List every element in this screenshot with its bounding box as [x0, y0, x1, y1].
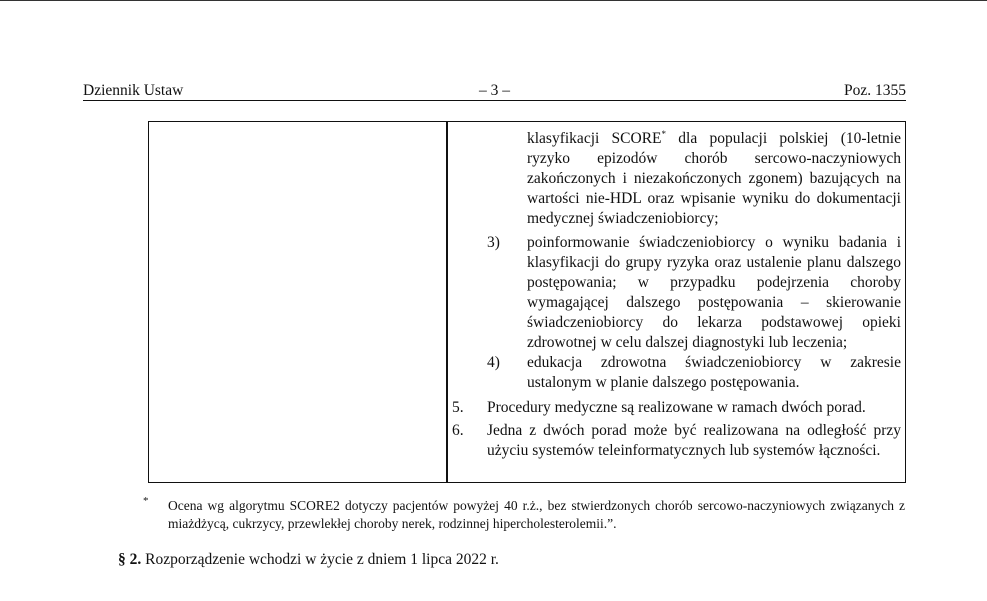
- paragraph-text: Rozporządzenie wchodzi w życie z dniem 1 lipca 2022 r.: [145, 551, 499, 568]
- item-number: 3): [487, 234, 500, 251]
- item-number: 5.: [452, 399, 464, 416]
- page-header: [83, 82, 906, 100]
- header-rule: [83, 100, 906, 101]
- position-number: Poz. 1355: [844, 82, 906, 99]
- item-text: Jedna z dwóch porad może być realizowana na odległość przy użyciu systemów teleinformatycznych lub systemów łączności.: [487, 422, 901, 459]
- page-number: – 3 –: [479, 82, 510, 99]
- item-text: edukacja zdrowotna świadczeniobiorcy w zakresie ustalonym w planie dalszego postępowania.: [527, 354, 901, 391]
- paragraph-label: § 2.: [118, 551, 142, 568]
- footnote-text: Ocena wg algorytmu SCORE2 dotyczy pacjentów powyżej 40 r.ż., bez stwierdzonych chorób sercowo-naczyniowych związanych z miażdżycą, cukrzycy, przewlekłej choroby nerek, rodzinnej hipercholesterolemii.”.: [168, 498, 905, 531]
- item-text: Procedury medyczne są realizowane w ramach dwóch porad.: [487, 399, 866, 416]
- table-column-divider: [446, 121, 448, 483]
- page-top-border: [0, 0, 987, 1]
- item-number: 6.: [452, 422, 464, 439]
- continuation-text: klasyfikacji SCORE* dla populacji polskiej (10-letnie ryzyko epizodów chorób sercowo-naczyniowych zakończonych i niezakończonych zgonem) bazujących na wartości nie-HDL oraz wpisanie wyniku do dokumentacji medycznej świadczeniobiorcy;: [527, 129, 901, 227]
- item-text: poinformowanie świadczeniobiorcy o wyniku badania i klasyfikacji do grupy ryzyka oraz ustalenie planu dalszego postępowania; w przypadku podejrzenia choroby wymagającej dalszego postępowania – skierowanie świadczeniobiorcy do lekarza podstawowej opieki zdrowotnej w celu dalszej diagnostyki lub leczenia;: [527, 234, 901, 351]
- paragraph-2: [118, 550, 906, 570]
- journal-title: Dziennik Ustaw: [83, 82, 184, 99]
- item-number: 4): [487, 354, 500, 371]
- footnote-marker: *: [143, 495, 149, 507]
- footnote-ref: *: [661, 129, 667, 139]
